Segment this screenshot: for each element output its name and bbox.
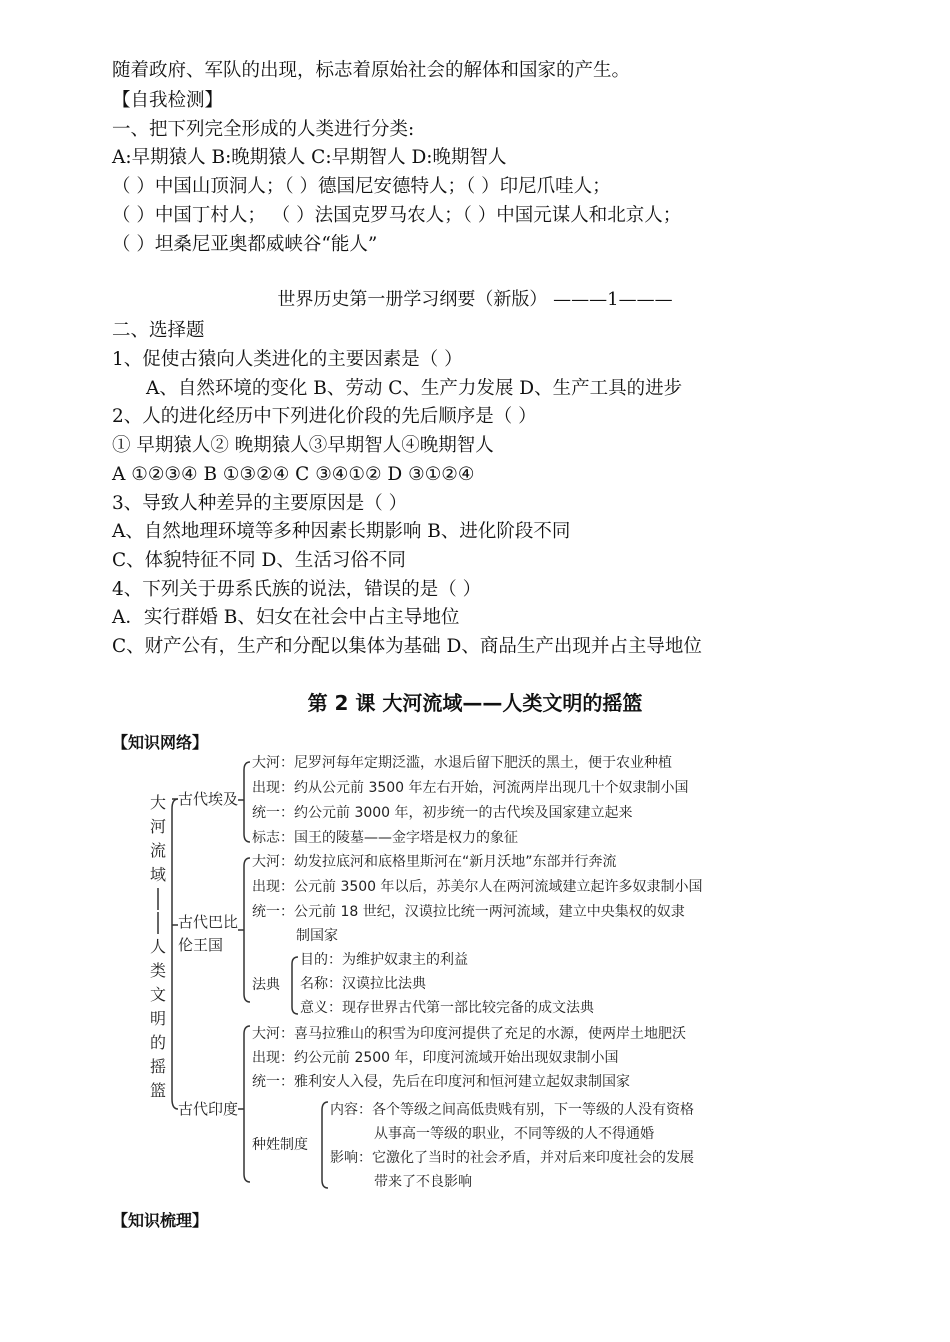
babylon-item-unification: 统一：公元前 18 世纪，汉谟拉比统一两河流域，建立中央集权的奴隶 <box>252 904 685 920</box>
lesson-title: 第 2 课 大河流域——人类文明的摇篮 <box>307 691 643 715</box>
question-3-options-ab: A、自然地理环境等多种因素长期影响 B、进化阶段不同 <box>112 521 571 542</box>
question-2: 2、人的进化经历中下列进化价段的先后顺序是（ ） <box>112 406 537 427</box>
babylon-code-label: 法典 <box>252 977 280 993</box>
root-title-char: 摇 <box>150 1057 167 1076</box>
india-caste-content: 内容：各个等级之间高低贵贱有别，下一等级的人没有资格 <box>330 1102 694 1118</box>
india-caste-content-cont: 从事高一等级的职业，不同等级的人不得通婚 <box>374 1126 654 1142</box>
knowledge-review-label: 【知识梳理】 <box>112 1211 209 1230</box>
question-1: 1、促使古猿向人类进化的主要因素是（ ） <box>112 349 463 370</box>
egypt-item-unification: 统一：约公元前 3000 年，初步统一的古代埃及国家建立起来 <box>252 805 633 821</box>
node-babylon-line2: 伦王国 <box>178 936 224 954</box>
node-india: 古代印度 <box>178 1100 239 1118</box>
choice-title: 二、选择题 <box>112 320 205 341</box>
q1-title: 一、把下列完全形成的人类进行分类: <box>112 119 415 140</box>
root-title-char: 的 <box>150 1033 167 1052</box>
india-caste-impact-cont: 带来了不良影响 <box>374 1174 472 1190</box>
egypt-item-river: 大河：尼罗河每年定期泛滥，水退后留下肥沃的黑土，便于农业种植 <box>252 755 672 771</box>
babylon-code-name: 名称：汉谟拉比法典 <box>300 976 426 992</box>
page-header: 世界历史第一册学习纲要（新版） ———1——— <box>277 289 673 310</box>
babylon-item-unification-cont: 制国家 <box>296 928 338 944</box>
self-check-heading: 【自我检测】 <box>112 90 224 111</box>
babylon-code-significance: 意义：现存世界古代第一部比较完备的成文法典 <box>300 1000 594 1016</box>
egypt-item-emergence: 出现：约从公元前 3500 年左右开始，河流两岸出现几十个奴隶制小国 <box>252 780 689 796</box>
root-title-char: 类 <box>150 961 167 980</box>
india-caste-label: 种姓制度 <box>252 1137 308 1153</box>
babylon-code-purpose: 目的：为维护奴隶主的利益 <box>300 952 468 968</box>
classification-row-1: （ ）中国山顶洞人；（ ）德国尼安德特人；（ ）印尼爪哇人； <box>112 176 611 197</box>
root-title-char: 人 <box>150 937 167 956</box>
root-title-char: 明 <box>150 1009 167 1028</box>
root-title-char: 域 <box>150 865 167 884</box>
babylon-item-emergence: 出现：公元前 3500 年以后，苏美尔人在两河流域建立起许多奴隶制小国 <box>252 879 703 895</box>
question-4: 4、下列关于毋系氏族的说法，错误的是（ ） <box>112 579 482 600</box>
knowledge-network-label: 【知识网络】 <box>112 733 209 752</box>
classification-row-3: （ ）坦桑尼亚奥都威峡谷“能人” <box>112 234 378 255</box>
knowledge-network-diagram <box>112 724 832 1194</box>
classification-options: A:早期猿人 B:晚期猿人 C:早期智人 D:晚期智人 <box>112 147 507 168</box>
diagram-root-title <box>150 793 166 1100</box>
egypt-item-symbol: 标志：国王的陵墓——金字塔是权力的象征 <box>252 830 518 846</box>
node-babylon-line1: 古代巴比 <box>178 913 239 931</box>
india-caste-impact: 影响：它激化了当时的社会矛盾，并对后来印度社会的发展 <box>330 1150 694 1166</box>
question-4-options-ab: A．实行群婚 B、妇女在社会中占主导地位 <box>112 607 460 628</box>
node-egypt: 古代埃及 <box>178 790 239 808</box>
question-4-options-cd: C、财产公有，生产和分配以集体为基础 D、商品生产出现并占主导地位 <box>112 636 702 657</box>
india-item-unification: 统一：雅利安人入侵，先后在印度河和恒河建立起奴隶制国家 <box>252 1074 630 1090</box>
intro-line: 随着政府、军队的出现，标志着原始社会的解体和国家的产生。 <box>112 60 631 81</box>
babylon-item-river: 大河：幼发拉底河和底格里斯河在“新月沃地”东部并行奔流 <box>252 854 617 870</box>
question-1-options: A、自然环境的变化 B、劳动 C、生产力发展 D、生产工具的进步 <box>146 378 683 399</box>
root-title-char: 河 <box>150 817 167 836</box>
root-title-char: 篮 <box>150 1081 167 1100</box>
root-title-char: 大 <box>150 793 167 812</box>
root-title-char: 流 <box>150 841 167 860</box>
root-title-char: 文 <box>150 985 167 1004</box>
india-item-river: 大河：喜马拉雅山的积雪为印度河提供了充足的水源，使两岸土地肥沃 <box>252 1026 686 1042</box>
classification-row-2: （ ）中国丁村人； （ ）法国克罗马农人；（ ）中国元谋人和北京人； <box>112 205 682 226</box>
question-2-items: ① 早期猿人② 晚期猿人③早期智人④晚期智人 <box>112 435 494 456</box>
question-3: 3、导致人种差异的主要原因是（ ） <box>112 493 408 514</box>
root-bracket <box>172 799 178 1109</box>
question-3-options-cd: C、体貌特征不同 D、生活习俗不同 <box>112 550 406 571</box>
india-item-emergence: 出现：约公元前 2500 年，印度河流域开始出现奴隶制小国 <box>252 1050 619 1066</box>
question-2-options: A ①②③④ B ①③②④ C ③④①② D ③①②④ <box>112 464 475 485</box>
